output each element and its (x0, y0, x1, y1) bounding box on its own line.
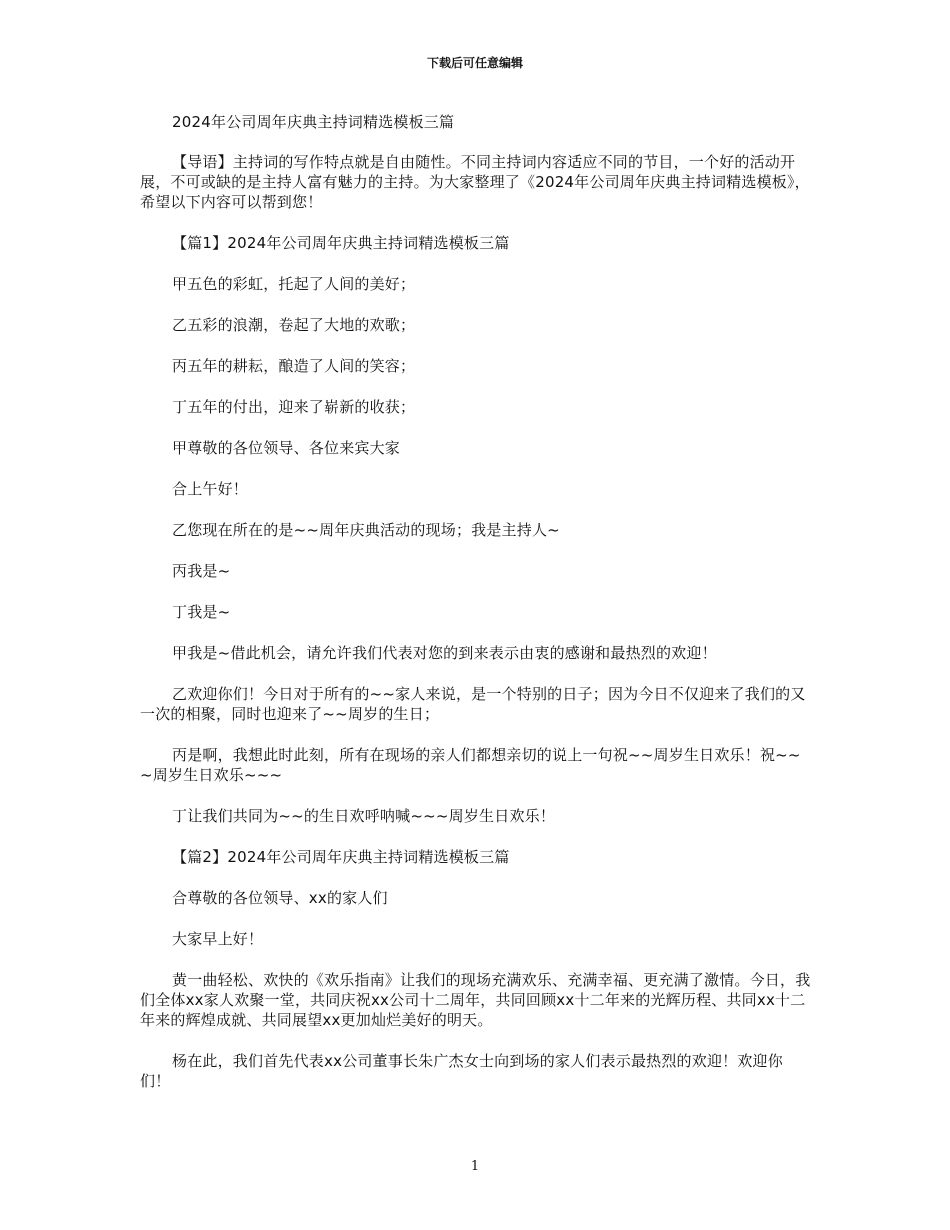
section-heading-1: 【篇1】2024年公司周年庆典主持词精选模板三篇 (172, 234, 510, 252)
paragraph: 合上午好！ (172, 480, 249, 498)
paragraph: 丁让我们共同为~~的生日欢呼呐喊~~~周岁生日欢乐！ (172, 807, 556, 825)
paragraph: 合尊敬的各位领导、xx的家人们 (172, 889, 388, 907)
page-number: 1 (470, 1159, 480, 1174)
paragraph: 杨在此，我们首先代表xx公司董事长朱广杰女士向到场的家人们表示最热烈的欢迎！欢迎你们！ (140, 1052, 783, 1090)
document-title: 2024年公司周年庆典主持词精选模板三篇 (172, 113, 455, 131)
intro-paragraph: 【导语】主持词的写作特点就是自由随性。不同主持词内容适应不同的节目，一个好的活动开展，不可或缺的是主持人富有魅力的主持。为大家整理了《2024年公司周年庆典主持词精选模板》，希望以下内容可以帮到您！ (140, 153, 810, 211)
section-heading-2: 【篇2】2024年公司周年庆典主持词精选模板三篇 (172, 848, 510, 866)
paragraph: 乙您现在所在的是~~周年庆典活动的现场；我是主持人~ (172, 521, 560, 539)
paragraph: 丙我是~ (172, 562, 231, 580)
paragraph: 丙五年的耕耘，酿造了人间的笑容； (172, 357, 416, 375)
paragraph: 丙是啊，我想此时此刻，所有在现场的亲人们都想亲切的说上一句祝~~周岁生日欢乐！祝~~~周岁生日欢乐~~~ (140, 746, 801, 784)
paragraph: 乙五彩的浪潮，卷起了大地的欢歌； (172, 316, 416, 334)
paragraph: 甲五色的彩虹，托起了人间的美好； (172, 275, 416, 293)
document-body (140, 112, 812, 1091)
paragraph: 黄一曲轻松、欢快的《欢乐指南》让我们的现场充满欢乐、充满幸福、更充满了激情。今日，我们全体xx家人欢聚一堂，共同庆祝xx公司十二周年，共同回顾xx十二年来的光辉历程、共同xx十二年来的辉煌成就、共同展望xx更加灿烂美好的明天。 (140, 971, 811, 1029)
paragraph: 丁我是~ (172, 603, 231, 621)
paragraph: 丁五年的付出，迎来了崭新的收获； (172, 398, 416, 416)
paragraph: 大家早上好！ (172, 930, 264, 948)
paragraph: 甲我是~借此机会，请允许我们代表对您的到来表示由衷的感谢和最热烈的欢迎！ (172, 644, 717, 662)
paragraph: 甲尊敬的各位领导、各位来宾大家 (172, 439, 401, 457)
paragraph: 乙欢迎你们！今日对于所有的~~家人来说，是一个特别的日子；因为今日不仅迎来了我们的又一次的相聚，同时也迎来了~~周岁的生日； (140, 685, 806, 723)
page-header: 下载后可任意编辑 (426, 56, 523, 70)
